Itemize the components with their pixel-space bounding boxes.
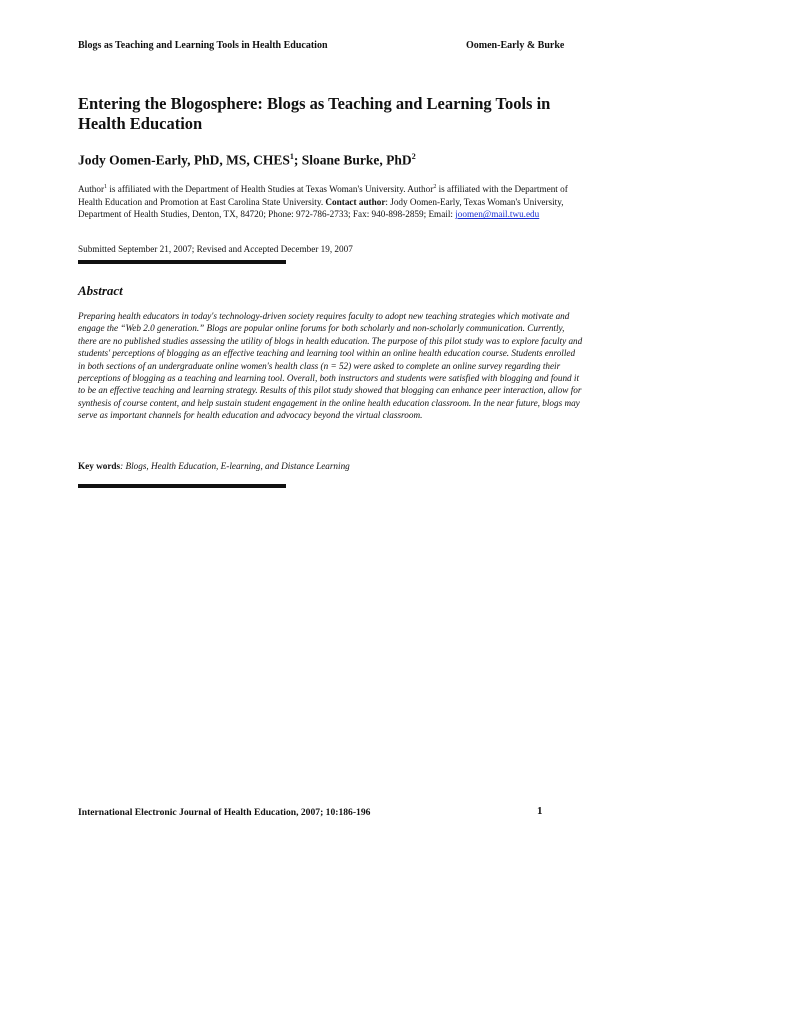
running-header-authors: Oomen-Early & Burke bbox=[466, 40, 565, 51]
affiliation-text: Author bbox=[78, 184, 105, 195]
author-separator: ; bbox=[293, 152, 302, 168]
section-divider-top bbox=[78, 260, 286, 264]
affiliation-paragraph bbox=[78, 181, 578, 221]
paper-title: Entering the Blogosphere: Blogs as Teaching and Learning Tools in Health Education bbox=[78, 94, 551, 133]
contact-author-label: Contact author bbox=[325, 196, 386, 207]
author-1-superscript: 1 bbox=[289, 152, 294, 161]
keywords-label: Key words bbox=[78, 461, 121, 471]
author-2-name: Sloane Burke, PhD bbox=[301, 152, 412, 168]
email-link[interactable]: joomen@mail.twu.edu bbox=[455, 209, 540, 220]
keywords-values: : Blogs, Health Education, E-learning, and Distance Learning bbox=[120, 461, 350, 471]
affiliation-text: is affiliated with the Department of Health Education and Promotion at East Carolina State University. bbox=[78, 184, 568, 207]
abstract-body: Preparing health educators in today's technology-driven society requires faculty to adopt new teaching strategies which motivate and engage the “Web 2.0 generation.” Blogs are popular online forums for both scholarly and non-scholarly communication. Currently, there are no published studies assessing the utility of blogs in health education. The purpose of this pilot study was to explore faculty and students' perceptions of blogging as an effective teaching and learning tool within an online health education course. Students enrolled in both sections of an undergraduate online women's health class (n = 52) were asked to complete an online survey regarding their perceptions of blogging as a teaching and learning tool. Overall, both instructors and students were satisfied with blogging and found it to be an effective teaching and learning strategy. Results of this pilot study showed that blogging can enhance peer interaction, allow for synthesis of course content, and help sustain student engagement in the online health education classroom. In the near future, blogs may serve as important channels for health education and advocacy beyond the virtual classroom. bbox=[78, 311, 583, 421]
page-number: 1 bbox=[537, 805, 543, 817]
author-2-superscript: 2 bbox=[411, 152, 416, 161]
affiliation-superscript-1: 1 bbox=[104, 184, 108, 190]
author-1-name: Jody Oomen-Early, PhD, MS, CHES bbox=[78, 152, 290, 168]
running-header bbox=[78, 40, 571, 51]
section-divider-bottom bbox=[78, 484, 286, 488]
journal-citation-footer: International Electronic Journal of Health Education, 2007; 10:186-196 bbox=[78, 807, 371, 818]
abstract-heading: Abstract bbox=[78, 283, 123, 298]
contact-details: : Jody Oomen-Early, Texas Woman's University, Department of Health Studies, Denton, TX, 84720; Phone: 972-786-2733; Fax: 940-898-2859; Email: bbox=[78, 196, 564, 220]
running-header-title: Blogs as Teaching and Learning Tools in Health Education bbox=[78, 40, 328, 51]
affiliation-superscript-2: 2 bbox=[433, 184, 437, 190]
keywords-line bbox=[78, 461, 350, 471]
author-line bbox=[78, 152, 416, 169]
submission-dates: Submitted September 21, 2007; Revised and Accepted December 19, 2007 bbox=[78, 244, 353, 254]
affiliation-text: is affiliated with the Department of Health Studies at Texas Woman's University. Author bbox=[107, 184, 434, 195]
